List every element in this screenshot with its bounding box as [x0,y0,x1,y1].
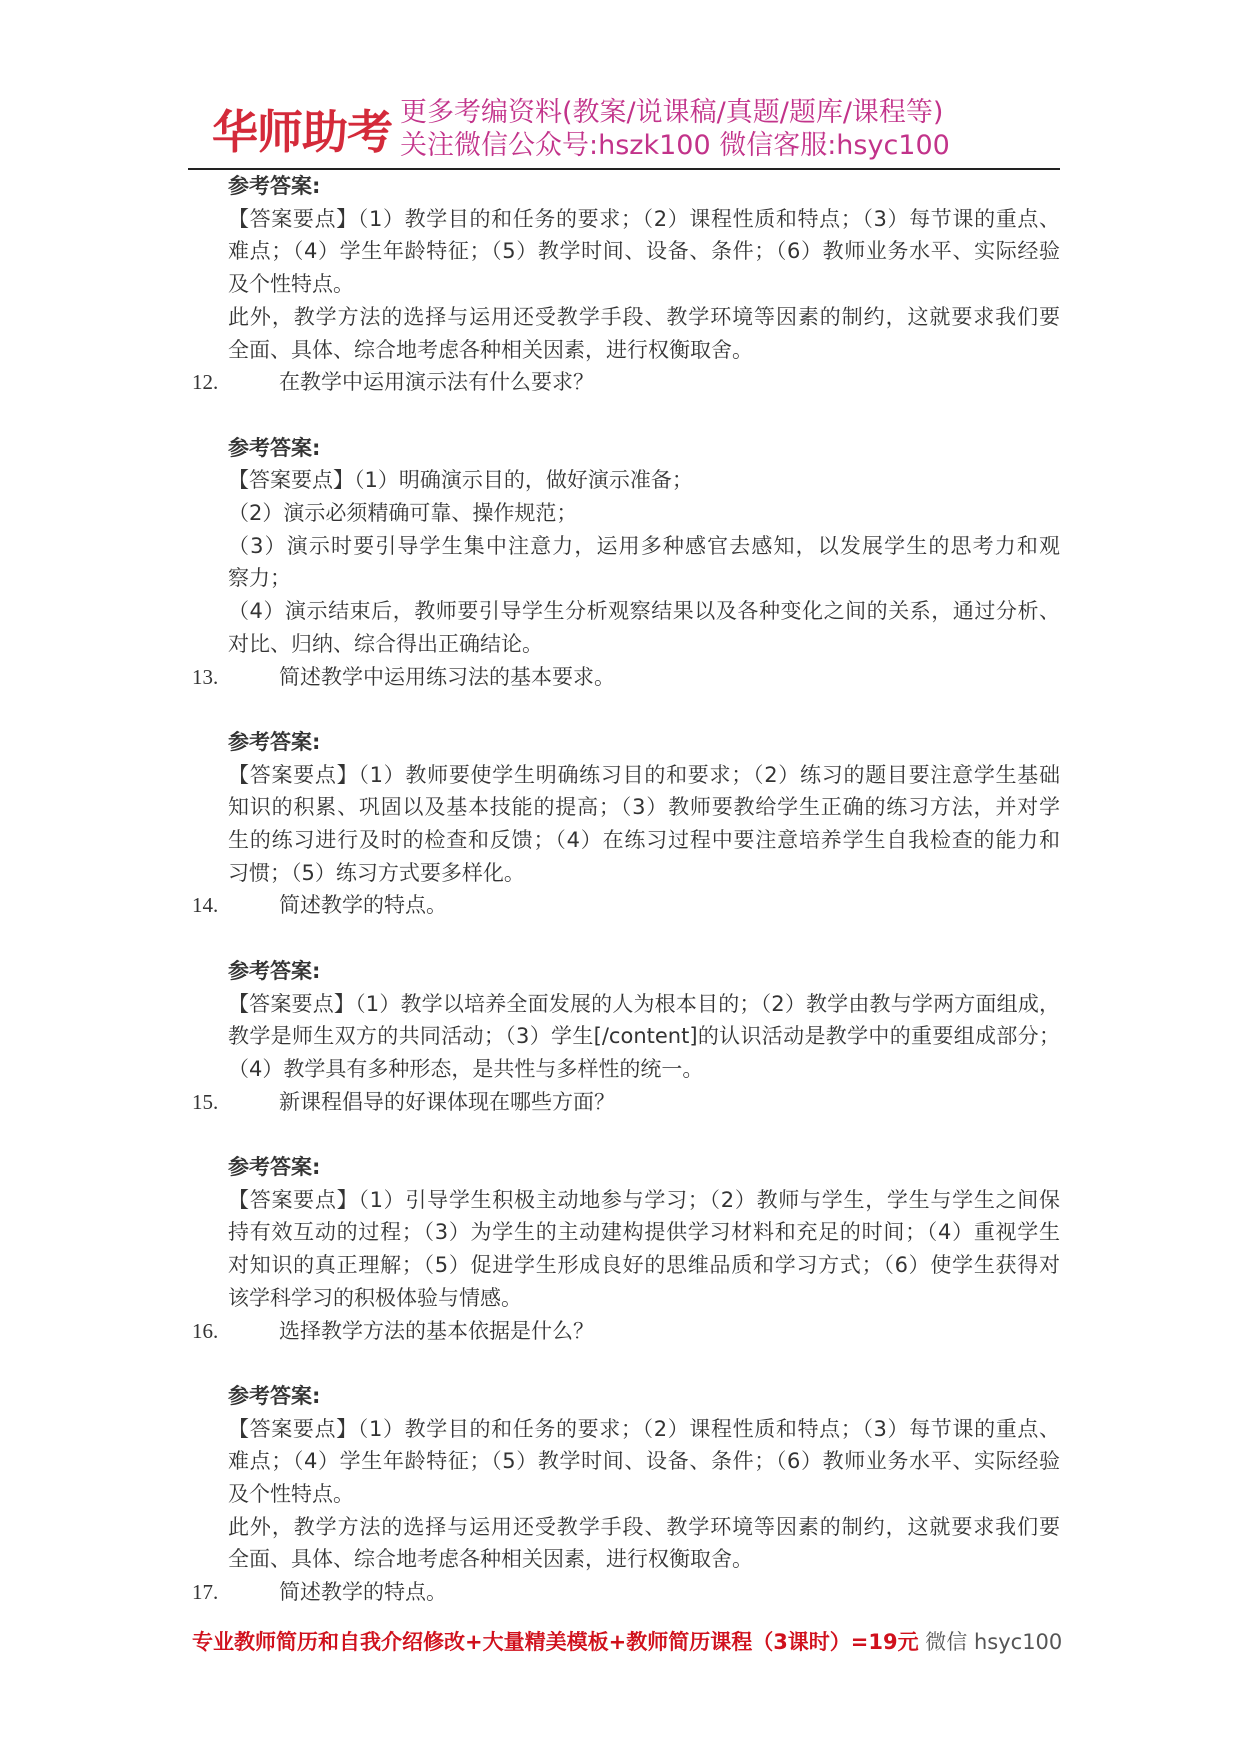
answer-line: 对比、归纳、综合得出正确结论。 [228,631,543,656]
document-body [192,170,1060,1609]
answer-line: 难点；（4）学生年龄特征；（5）教学时间、设备、条件；（6）教师业务水平、实际经验 [228,1449,1060,1474]
answer-label: 参考答案: [228,1155,321,1180]
answer-line: 难点；（4）学生年龄特征；（5）教学时间、设备、条件；（6）教师业务水平、实际经验 [228,239,1060,264]
logo: 华师助考 [212,105,392,159]
footer-promo-text: 专业教师简历和自我介绍修改+大量精美模板+教师简历课程（3课时）=19元 [192,1630,919,1654]
question-text: 简述教学的特点。 [279,1580,447,1605]
footer-contact: 微信 hsyc100 [918,1630,1063,1654]
question-text: 简述教学中运用练习法的基本要求。 [279,664,615,689]
header-banner [212,92,950,166]
question-text: 在教学中运用演示法有什么要求？ [279,370,594,395]
answer-line: 此外，教学方法的选择与运用还受教学手段、教学环境等因素的制约，这就要求我们要 [228,1514,1060,1539]
blank-line [192,693,1060,726]
question-item [192,366,1060,399]
answer-line: 生的练习进行及时的检查和反馈；（4）在练习过程中要注意培养学生自我检查的能力和 [228,828,1060,853]
answer-label: 参考答案: [228,958,321,983]
answer-label: 参考答案: [228,729,321,754]
answer-line: 及个性特点。 [228,272,354,297]
header-slogan [400,96,950,162]
answer-line: 【答案要点】（1）明确演示目的，做好演示准备； [228,468,693,493]
answer-line: 习惯；（5）练习方式要多样化。 [228,860,525,885]
question-text: 选择教学方法的基本依据是什么？ [279,1318,594,1343]
answer-line: 【答案要点】（1）引导学生积极主动地参与学习；（2）教师与学生，学生与学生之间保 [228,1187,1060,1212]
blank-line [192,922,1060,955]
question-number: 12. [192,370,219,395]
question-number: 15. [192,1089,219,1114]
slogan-line-2: 关注微信公众号:hszk100 微信客服:hsyc100 [400,130,950,161]
answer-line: 此外，教学方法的选择与运用还受教学手段、教学环境等因素的制约，这就要求我们要 [228,304,1060,329]
question-text: 新课程倡导的好课体现在哪些方面？ [279,1089,615,1114]
answer-line: 该学科学习的积极体验与情感。 [228,1285,522,1310]
answer-line: 察力； [228,566,291,591]
blank-line [192,399,1060,432]
blank-line [192,1347,1060,1380]
question-number: 16. [192,1318,219,1343]
answer-line: 持有效互动的过程；（3）为学生的主动建构提供学习材料和充足的时间；（4）重视学生 [228,1220,1060,1245]
question-item [192,661,1060,694]
answer-line: 全面、具体、综合地考虑各种相关因素，进行权衡取舍。 [228,337,753,362]
question-number: 17. [192,1580,219,1605]
answer-label: 参考答案: [228,435,321,460]
answer-line: 【答案要点】（1）教学目的和任务的要求；（2）课程性质和特点；（3）每节课的重点、 [228,206,1060,231]
question-item [192,1315,1060,1348]
answer-line: （3）演示时要引导学生集中注意力，运用多种感官去感知，以发展学生的思考力和观 [228,533,1060,558]
answer-line: 教学是师生双方的共同活动；（3）学生[/content]的认识活动是教学中的重要组成部分； [228,1024,1060,1049]
footer-promo [192,1626,1062,1656]
slogan-line-1: 更多考编资料(教案/说课稿/真题/题库/课程等) [400,97,944,128]
question-item [192,889,1060,922]
question-number: 13. [192,664,219,689]
answer-line: 全面、具体、综合地考虑各种相关因素，进行权衡取舍。 [228,1547,753,1572]
answer-line: 知识的积累、巩固以及基本技能的提高；（3）教师要教给学生正确的练习方法，并对学 [228,795,1060,820]
question-item [192,1086,1060,1119]
answer-line: （2）演示必须精确可靠、操作规范； [228,501,578,526]
question-number: 14. [192,893,219,918]
blank-line [192,1118,1060,1151]
answer-line: 及个性特点。 [228,1482,354,1507]
answer-line: 对知识的真正理解；（5）促进学生形成良好的思维品质和学习方式；（6）使学生获得对 [228,1253,1060,1278]
answer-label: 参考答案: [228,174,321,198]
answer-label: 参考答案: [228,1383,321,1408]
answer-line: 【答案要点】（1）教学目的和任务的要求；（2）课程性质和特点；（3）每节课的重点、 [228,1416,1060,1441]
answer-line: （4）演示结束后，教师要引导学生分析观察结果以及各种变化之间的关系，通过分析、 [228,599,1060,624]
answer-line: 【答案要点】（1）教学以培养全面发展的人为根本目的；（2）教学由教与学两方面组成， [228,991,1060,1016]
answer-line: 【答案要点】（1）教师要使学生明确练习目的和要求；（2）练习的题目要注意学生基础 [228,762,1060,787]
question-item [192,1576,1060,1609]
question-text: 简述教学的特点。 [279,893,447,918]
answer-line: （4）教学具有多种形态，是共性与多样性的统一。 [228,1056,704,1081]
